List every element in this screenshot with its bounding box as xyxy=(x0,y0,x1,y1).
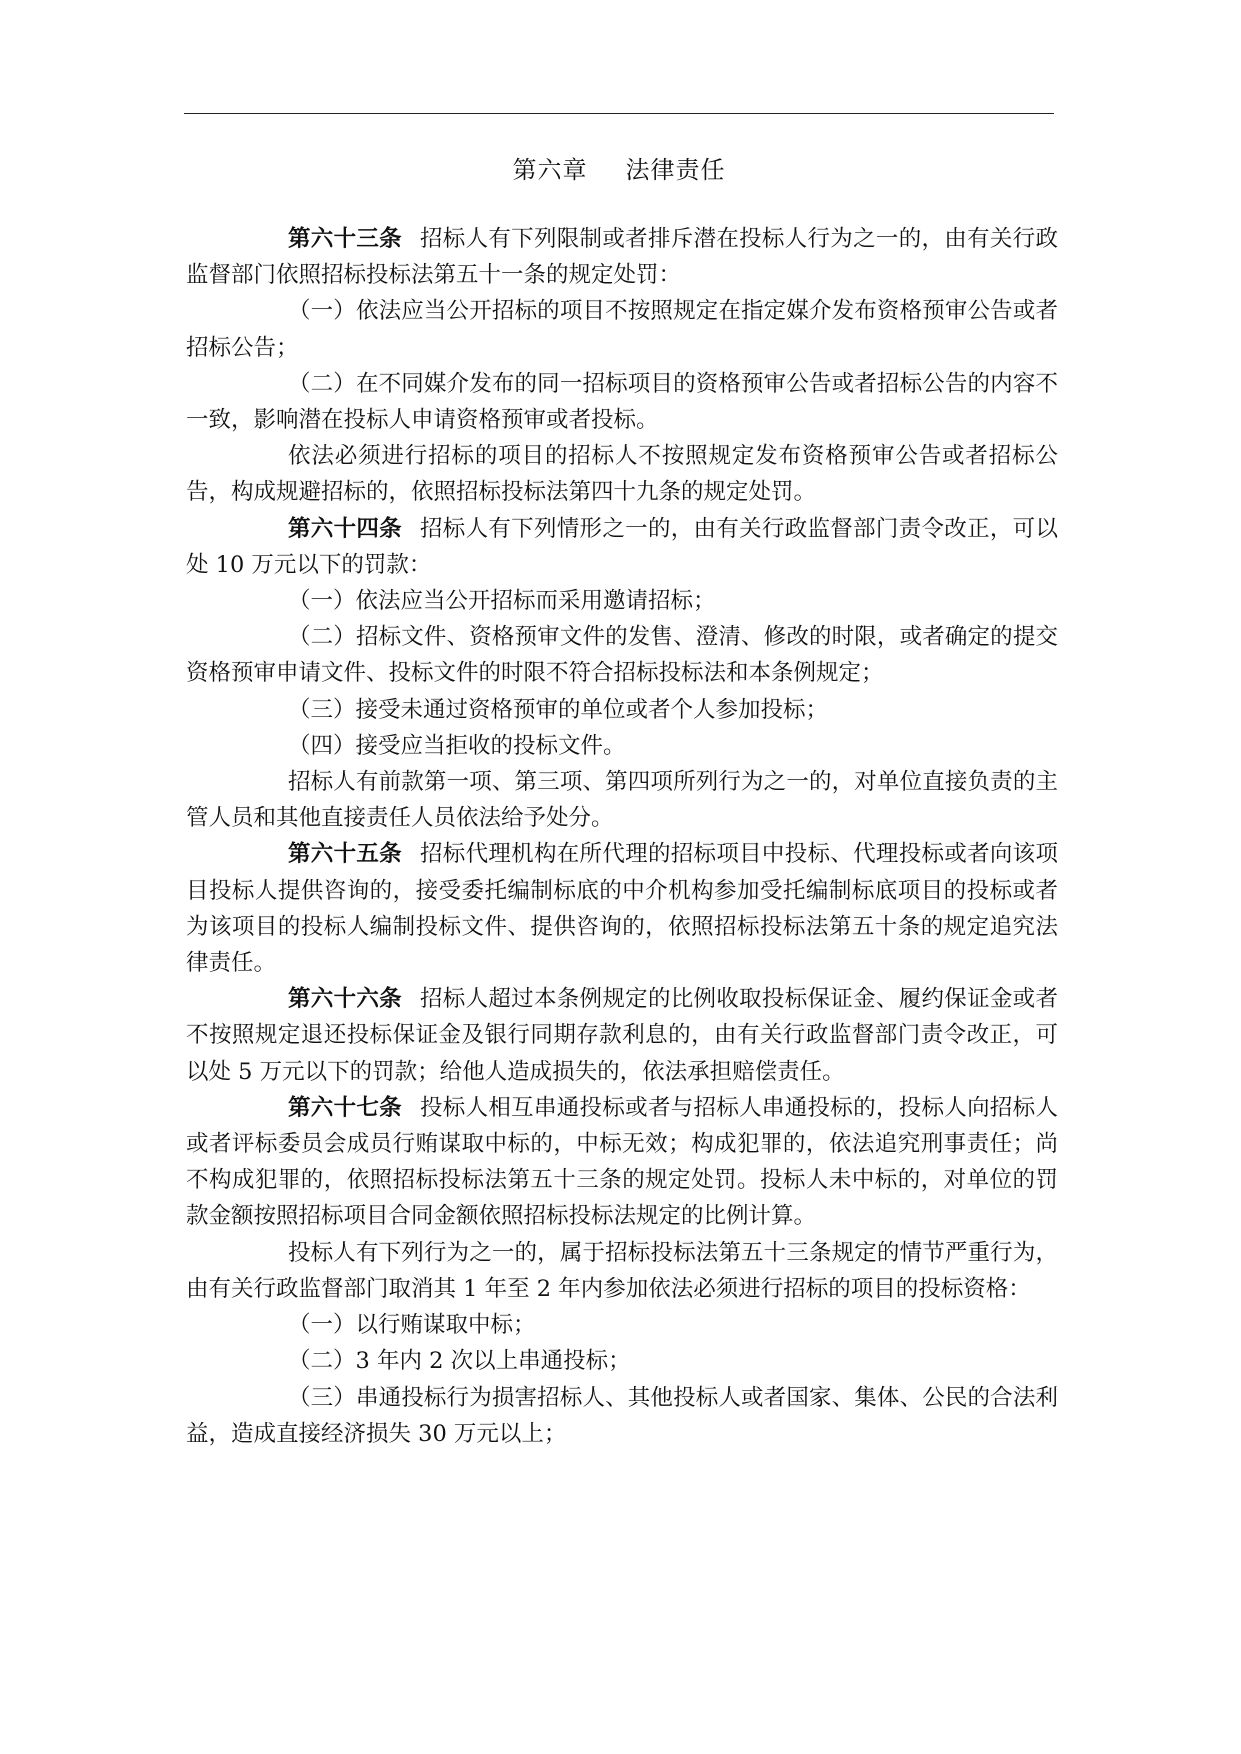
paragraph xyxy=(186,1307,1058,1343)
paragraph xyxy=(186,583,1058,619)
article-number: 第六十三条 xyxy=(288,226,402,252)
paragraph-text: 招标人有下列情形之一的，由有关行政监督部门责令改正，可以处 10 万元以下的罚款： xyxy=(186,515,1058,578)
chapter-name: 法律责任 xyxy=(625,156,726,184)
paragraph-text: （一）依法应当公开招标而采用邀请招标； xyxy=(288,588,716,615)
paragraph xyxy=(186,728,1058,764)
article-number: 第六十六条 xyxy=(288,986,402,1013)
paragraph-text: （二）招标文件、资格预审文件的发售、澄清、修改的时限，或者确定的提交资格预审申请文件、投标文件的时限不符合招标投标法和本条例规定； xyxy=(186,624,1058,687)
paragraph-text: 招标人超过本条例规定的比例收取投标保证金、履约保证金或者不按照规定退还投标保证金及银行同期存款利息的，由有关行政监督部门责令改正，可以处 5 万元以下的罚款；给他人造成损失的，依法承担赔偿责任。 xyxy=(186,986,1058,1085)
paragraph-text: （二）在不同媒介发布的同一招标项目的资格预审公告或者招标公告的内容不一致，影响潜在投标人申请资格预审或者投标。 xyxy=(186,370,1058,434)
paragraph xyxy=(186,1235,1058,1307)
header-rule xyxy=(184,113,1054,114)
document-body xyxy=(186,221,1058,1452)
article-number: 第六十四条 xyxy=(288,515,402,542)
paragraph xyxy=(186,764,1058,836)
article-number: 第六十五条 xyxy=(288,841,402,868)
paragraph xyxy=(186,511,1058,583)
paragraph xyxy=(186,981,1058,1090)
paragraph-text: （三）串通投标行为损害招标人、其他投标人或者国家、集体、公民的合法利益，造成直接经济损失 30 万元以上； xyxy=(186,1384,1058,1447)
paragraph xyxy=(186,836,1058,981)
paragraph-text: （三）接受未通过资格预审的单位或者个人参加投标； xyxy=(288,696,829,723)
paragraph xyxy=(186,366,1058,438)
paragraph xyxy=(186,692,1058,728)
article-number: 第六十七条 xyxy=(288,1094,402,1121)
paragraph-text: 招标人有下列限制或者排斥潜在投标人行为之一的，由有关行政监督部门依照招标投标法第五十一条的规定处罚： xyxy=(186,226,1058,289)
paragraph-text: 投标人有下列行为之一的，属于招标投标法第五十三条规定的情节严重行为，由有关行政监督部门取消其 1 年至 2 年内参加依法必须进行招标的项目的投标资格： xyxy=(186,1239,1058,1302)
paragraph-text: （二）3 年内 2 次以上串通投标； xyxy=(288,1348,631,1375)
paragraph xyxy=(186,1090,1058,1235)
paragraph xyxy=(186,1343,1058,1379)
paragraph-text: 依法必须进行招标的项目的招标人不按照规定发布资格预审公告或者招标公告，构成规避招标的，依照招标投标法第四十九条的规定处罚。 xyxy=(186,443,1058,506)
paragraph xyxy=(186,221,1058,293)
chapter-number: 第六章 xyxy=(512,156,588,184)
paragraph xyxy=(186,1380,1058,1452)
paragraph-text: 招标代理机构在所代理的招标项目中投标、代理投标或者向该项目投标人提供咨询的，接受委托编制标底的中介机构参加受托编制标底项目的投标或者为该项目的投标人编制投标文件、提供咨询的，依照招标投标法第五十条的规定追究法律责任。 xyxy=(186,841,1058,977)
paragraph-text: 投标人相互串通投标或者与招标人串通投标的，投标人向招标人或者评标委员会成员行贿谋取中标的，中标无效；构成犯罪的，依法追究刑事责任；尚不构成犯罪的，依照招标投标法第五十三条的规定处罚。投标人未中标的，对单位的罚款金额按照招标项目合同金额依照招标投标法规定的比例计算。 xyxy=(186,1094,1058,1230)
paragraph-text: （一）以行贿谋取中标； xyxy=(288,1312,536,1339)
paragraph-text: （一）依法应当公开招标的项目不按照规定在指定媒介发布资格预审公告或者招标公告； xyxy=(186,298,1058,361)
paragraph-text: （四）接受应当拒收的投标文件。 xyxy=(288,732,626,759)
paragraph xyxy=(186,293,1058,365)
chapter-title xyxy=(184,152,1054,188)
paragraph xyxy=(186,438,1058,510)
paragraph-text: 招标人有前款第一项、第三项、第四项所列行为之一的，对单位直接负责的主管人员和其他直接责任人员依法给予处分。 xyxy=(186,769,1058,832)
paragraph xyxy=(186,619,1058,691)
